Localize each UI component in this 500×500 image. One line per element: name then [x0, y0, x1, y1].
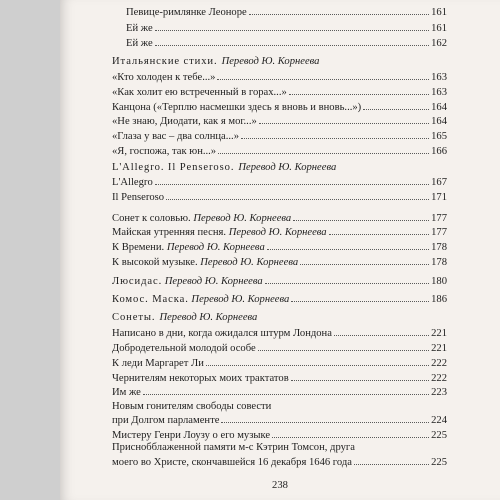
dot-leader: [363, 100, 429, 110]
section-heading: [112, 161, 447, 175]
dot-leader: [221, 413, 429, 423]
entry-title: [112, 275, 263, 289]
page-number: 166: [431, 146, 447, 157]
toc-entry: [112, 274, 447, 289]
section-heading: [112, 311, 447, 325]
page-number: 186: [431, 294, 447, 305]
toc-entry: [112, 225, 447, 240]
dot-leader: [329, 225, 430, 235]
toc-entry: [112, 356, 447, 371]
dot-leader: [258, 341, 429, 351]
entry-title: при Долгом парламенте: [112, 415, 220, 427]
entry-title: Чернителям некоторых моих трактатов: [112, 372, 289, 384]
dot-leader: [293, 211, 429, 221]
entry-title: [112, 226, 327, 240]
translator-credit: Перевод Ю. Корнеева: [238, 161, 337, 173]
entry-title: «Я, госпожа, так юн...»: [112, 146, 217, 157]
page-number: 221: [431, 343, 447, 355]
entry-title: «Не знаю, Диодати, как я мог...»: [112, 116, 257, 128]
page-number: 165: [431, 131, 447, 143]
page-number: 163: [431, 86, 447, 98]
toc-entry: [112, 190, 447, 205]
toc-entry: [112, 455, 447, 470]
dot-leader: [166, 190, 429, 200]
translator-credit: Перевод Ю. Корнеева: [164, 276, 263, 288]
page-number: 222: [431, 357, 447, 369]
page-number: 224: [431, 415, 447, 427]
toc-entry: [112, 5, 447, 20]
page-number: 178: [431, 257, 447, 268]
page-number: 180: [431, 276, 447, 288]
section-title: Итальянские стихи.: [112, 56, 218, 68]
entry-title: Мистеру Генри Лоузу о его музыке: [112, 429, 271, 441]
entry-title: «Как холит ею встреченный в горах...»: [112, 86, 287, 98]
dot-leader: [241, 129, 429, 139]
toc-entry: [112, 129, 447, 144]
entry-title: «Глаза у вас – два солнца...»: [112, 131, 239, 143]
dot-leader: [206, 356, 429, 366]
page-number: 223: [431, 387, 447, 399]
work-title: Сонет к соловью.: [112, 212, 191, 224]
page-number: 161: [431, 7, 447, 19]
translator-credit: Перевод Ю. Корнеева: [191, 294, 290, 305]
section-title: L'Allegro. Il Penseroso.: [112, 161, 235, 173]
page-number: 178: [431, 242, 447, 254]
entry-title: [112, 256, 298, 270]
dot-leader: [218, 144, 429, 154]
dot-leader: [143, 385, 429, 395]
page-number: 221: [431, 328, 447, 340]
translator-credit: Перевод Ю. Корнеева: [193, 212, 292, 224]
toc-entry: [112, 255, 447, 270]
translator-credit: Перевод Ю. Корнеева: [228, 227, 327, 239]
page-number: 164: [431, 116, 447, 128]
toc-entry: [112, 385, 447, 400]
dot-leader: [291, 371, 429, 381]
page-number: 161: [431, 22, 447, 34]
entry-title: [112, 212, 291, 226]
work-title: Люсидас.: [112, 276, 163, 288]
section-heading: [112, 55, 447, 69]
page-number: 163: [431, 72, 447, 83]
entry-title: L'Allegro: [112, 177, 153, 189]
entry-title: [112, 241, 265, 255]
toc-entry: [112, 175, 447, 190]
page-number: 222: [431, 372, 447, 384]
toc-entry: [112, 21, 447, 36]
dot-leader: [155, 21, 429, 31]
entry-title: моего во Христе, скончавшейся 16 декабря 1646 года: [112, 457, 352, 468]
entry-title: Добродетельной молодой особе: [112, 343, 256, 355]
entry-title: К леди Маргарет Ли: [112, 357, 204, 369]
entry-title: Им же: [112, 387, 141, 399]
toc-entry: [112, 100, 447, 115]
dot-leader: [155, 36, 429, 46]
entry-title: Написано в дни, когда ожидался штурм Лондона: [112, 328, 332, 340]
work-title: Майская утренняя песня.: [112, 227, 227, 239]
translator-credit: Перевод Ю. Корнеева: [159, 312, 258, 324]
dot-leader: [259, 114, 429, 124]
page-number: 177: [431, 212, 447, 224]
entry-title: Ей же: [126, 37, 153, 49]
entry-title: Il Penseroso: [112, 192, 165, 204]
page-number: 225: [431, 429, 447, 441]
toc-entry: [112, 114, 447, 129]
entry-title-line: Приснобблаженной памяти м-с Кэтрин Томсон, друга: [112, 442, 355, 453]
toc-entry: [112, 240, 447, 255]
toc-entry: [112, 36, 447, 51]
entry-title: [112, 293, 289, 307]
page-number: 171: [431, 192, 447, 204]
page-number: 225: [431, 457, 447, 468]
entry-title: «Кто холоден к тебе...»: [112, 72, 216, 83]
toc-entry: [112, 341, 447, 356]
dot-leader: [300, 255, 429, 265]
dot-leader: [249, 5, 429, 15]
translator-credit: Перевод Ю. Корнеева: [221, 56, 320, 68]
work-title: К Времени.: [112, 242, 165, 254]
toc-entry: [112, 371, 447, 386]
work-title: К высокой музыке.: [112, 257, 198, 268]
dot-leader: [354, 455, 429, 465]
dot-leader: [155, 175, 429, 185]
entry-title: Певице-римлянке Леоноре: [126, 7, 247, 19]
dot-leader: [334, 326, 429, 336]
dot-leader: [265, 274, 429, 284]
toc-entry: [112, 211, 447, 226]
toc-entry: [112, 85, 447, 100]
translator-credit: Перевод Ю. Корнеева: [200, 257, 299, 268]
page-number: 177: [431, 227, 447, 239]
section-title: Сонеты.: [112, 312, 156, 324]
entry-title: Ей же: [126, 22, 153, 34]
toc-entry: [112, 70, 447, 85]
dot-leader: [291, 292, 429, 302]
dot-leader: [272, 428, 429, 438]
toc-entry: [112, 144, 447, 159]
page-folio: 238: [272, 480, 288, 491]
page-number: 162: [431, 37, 447, 49]
page-number: 164: [431, 101, 447, 113]
toc-entry: [112, 292, 447, 307]
dot-leader: [267, 240, 429, 250]
entry-title: Канцона («Терплю насмешки здесь я вновь и вновь...»): [112, 101, 362, 113]
entry-title-line: Новым гонителям свободы совести: [112, 401, 272, 413]
page-number: 167: [431, 177, 447, 189]
toc-entry: [112, 326, 447, 341]
dot-leader: [289, 85, 429, 95]
toc-entry: [112, 413, 447, 428]
work-title: Комос. Маска.: [112, 294, 189, 305]
dot-leader: [217, 70, 429, 80]
translator-credit: Перевод Ю. Корнеева: [166, 242, 265, 254]
book-page: [60, 0, 500, 500]
